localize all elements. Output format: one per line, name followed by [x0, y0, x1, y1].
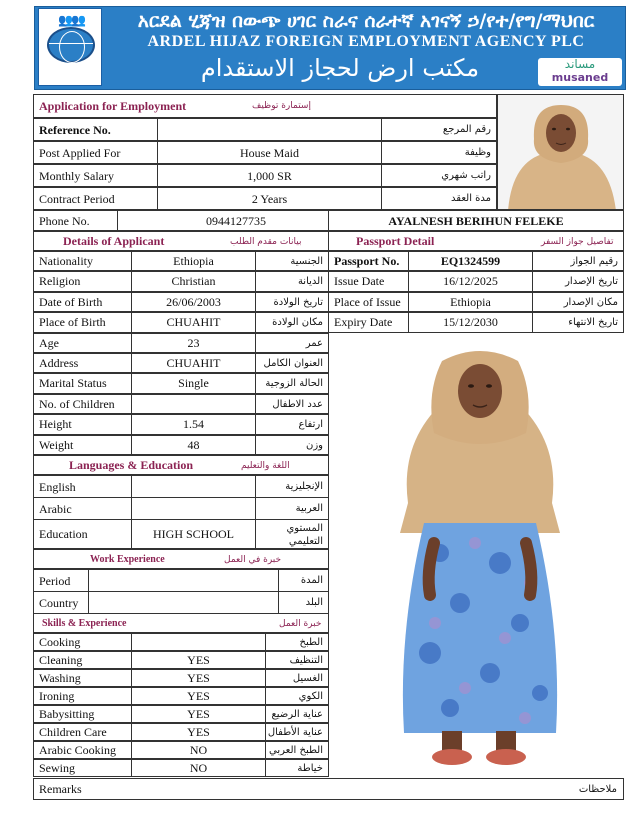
details-row-label-ar-2: تاريخ الولادة [255, 292, 329, 312]
skills-row-value-2: YES [131, 669, 266, 687]
skills-row-label-3: Ironing [33, 687, 132, 705]
header-amharic-title: አርደል ሂጃዝ በውጭ ሀገር ስራና ሰራተኛ አገናኝ ኃ/የተ/የግ/ማህበር [137, 10, 595, 32]
details-row-label-5: Address [33, 353, 132, 373]
skills-row-value-4: YES [131, 705, 266, 723]
remarks-label-ar: ملاحظات [578, 784, 617, 795]
skills-row-label-ar-2: الغسيل [265, 669, 329, 687]
header-arabic-title: مكتب ارض لحجاز الاستقدام [200, 54, 480, 82]
details-row-value-1: Christian [131, 271, 256, 291]
skills-row-label-1: Cleaning [33, 651, 132, 669]
skills-row-value-1: YES [131, 651, 266, 669]
details-row-label-ar-4: عمر [255, 333, 329, 353]
application-title: Application for Employment [39, 99, 187, 113]
skills-row-label-5: Children Care [33, 723, 132, 741]
country-value [88, 591, 279, 614]
passport-title-bar [328, 231, 624, 251]
globe-icon [47, 27, 95, 63]
details-row-value-6: Single [131, 373, 256, 393]
details-row-value-8: 1.54 [131, 414, 256, 434]
details-row-value-4: 23 [131, 333, 256, 353]
salary-value: 1,000 SR [157, 164, 382, 187]
post-label: Post Applied For [33, 141, 158, 164]
skills-row-label-0: Cooking [33, 633, 132, 651]
skills-row-value-7: NO [131, 759, 266, 777]
skills-title-bar [33, 613, 329, 633]
skills-row-label-7: Sewing [33, 759, 132, 777]
passport-row-label-1: Issue Date [328, 271, 409, 291]
skills-row-label-ar-1: التنظيف [265, 651, 329, 669]
skills-row-label-2: Washing [33, 669, 132, 687]
details-row-label-1: Religion [33, 271, 132, 291]
reference-label: Reference No. [33, 118, 158, 141]
skills-row-label-ar-0: الطبخ [265, 633, 329, 651]
languages-title-bar [33, 455, 329, 475]
passport-title: Passport Detail [356, 234, 435, 248]
passport-row-value-0: EQ1324599 [408, 251, 533, 271]
skills-row-label-ar-4: عناية الرضيع [265, 705, 329, 723]
phone-value: 0944127735 [117, 210, 329, 231]
skills-row-value-5: YES [131, 723, 266, 741]
musaned-logo: مساند musaned [538, 58, 622, 86]
applicant-name: AYALNESH BERIHUN FELEKE [328, 210, 624, 231]
passport-row-label-0: Passport No. [328, 251, 409, 271]
passport-row-label-ar-0: رقيم الجواز [532, 251, 624, 271]
passport-row-label-3: Expiry Date [328, 312, 409, 332]
details-row-label-3: Place of Birth [33, 312, 132, 332]
skills-row-value-6: NO [131, 741, 266, 759]
languages-title-ar: اللغة والتعليم [241, 461, 290, 471]
passport-row-label-2: Place of Issue [328, 292, 409, 312]
english-label-ar: الإنجليزية [255, 475, 329, 498]
reference-value [157, 118, 382, 141]
salary-label-ar: راتب شهري [381, 164, 497, 187]
details-row-label-0: Nationality [33, 251, 132, 271]
contract-value: 2 Years [157, 187, 382, 210]
application-title-ar: إستمارة توظيف [252, 101, 311, 111]
details-row-label-6: Marital Status [33, 373, 132, 393]
details-title-ar: بيانات مقدم الطلب [230, 237, 302, 247]
skills-row-label-ar-3: الكوي [265, 687, 329, 705]
details-row-value-0: Ethiopia [131, 251, 256, 271]
agency-logo [38, 8, 102, 86]
education-label: Education [33, 519, 132, 549]
details-row-label-ar-3: مكان الولادة [255, 312, 329, 332]
details-row-label-ar-1: الديانة [255, 271, 329, 291]
work-title-bar [33, 549, 329, 569]
details-row-label-4: Age [33, 333, 132, 353]
passport-row-label-ar-1: تاريخ الإصدار [532, 271, 624, 291]
period-label: Period [33, 569, 89, 592]
post-label-ar: وظيفة [381, 141, 497, 164]
skills-title: Skills & Experience [42, 618, 127, 629]
skills-row-label-4: Babysitting [33, 705, 132, 723]
applicant-full-body-photo [330, 333, 624, 793]
applicant-headshot-photo [497, 94, 624, 210]
skills-title-ar: خبرة العمل [279, 619, 322, 629]
period-value [88, 569, 279, 592]
passport-row-label-ar-2: مكان الإصدار [532, 292, 624, 312]
passport-row-value-1: 16/12/2025 [408, 271, 533, 291]
details-row-value-9: 48 [131, 435, 256, 455]
application-title-bar [33, 94, 497, 118]
education-label-ar: المستوي التعليمي [255, 519, 329, 549]
header-english-title: ARDEL HIJAZ FOREIGN EMPLOYMENT AGENCY PLC [147, 33, 585, 50]
languages-title: Languages & Education [69, 458, 194, 472]
contract-label: Contract Period [33, 187, 158, 210]
passport-row-label-ar-3: تاريخ الانتهاء [532, 312, 624, 332]
arabic-label: Arabic [33, 497, 132, 520]
details-row-label-ar-8: ارتفاع [255, 414, 329, 434]
people-icon: 👥👥 [58, 13, 84, 27]
education-value: HIGH SCHOOL [131, 519, 256, 549]
passport-title-ar: تفاصيل جواز السفر [541, 237, 614, 247]
details-row-label-9: Weight [33, 435, 132, 455]
details-row-label-8: Height [33, 414, 132, 434]
work-title: Work Experience [90, 554, 165, 565]
arabic-label-ar: العربية [255, 497, 329, 520]
skills-row-label-ar-7: خياطة [265, 759, 329, 777]
details-title-bar [33, 231, 329, 251]
english-label: English [33, 475, 132, 498]
skills-row-label-ar-6: الطبخ العربي [265, 741, 329, 759]
english-value [131, 475, 256, 498]
country-label: Country [33, 591, 89, 614]
details-row-label-2: Date of Birth [33, 292, 132, 312]
reference-label-ar: رقم المرجع [381, 118, 497, 141]
details-row-label-ar-7: عدد الاطفال [255, 394, 329, 414]
post-value: House Maid [157, 141, 382, 164]
details-row-label-ar-6: الحالة الزوجية [255, 373, 329, 393]
details-row-label-ar-9: وزن [255, 435, 329, 455]
phone-label: Phone No. [33, 210, 118, 231]
details-row-value-7 [131, 394, 256, 414]
arabic-value [131, 497, 256, 520]
skills-row-value-0 [131, 633, 266, 651]
skills-row-label-ar-5: عناية الأطفال [265, 723, 329, 741]
passport-row-value-2: Ethiopia [408, 292, 533, 312]
details-title: Details of Applicant [63, 234, 165, 248]
skills-row-label-6: Arabic Cooking [33, 741, 132, 759]
details-row-value-2: 26/06/2003 [131, 292, 256, 312]
remarks-label: Remarks [39, 782, 82, 796]
remarks-row [33, 778, 624, 800]
details-row-value-5: CHUAHIT [131, 353, 256, 373]
skills-row-value-3: YES [131, 687, 266, 705]
passport-row-value-3: 15/12/2030 [408, 312, 533, 332]
details-row-label-ar-5: العنوان الكامل [255, 353, 329, 373]
work-title-ar: خبرة في العمل [224, 555, 282, 565]
contract-label-ar: مدة العقد [381, 187, 497, 210]
period-label-ar: المدة [278, 569, 329, 592]
details-row-value-3: CHUAHIT [131, 312, 256, 332]
salary-label: Monthly Salary [33, 164, 158, 187]
details-row-label-7: No. of Children [33, 394, 132, 414]
details-row-label-ar-0: الجنسية [255, 251, 329, 271]
country-label-ar: البلد [278, 591, 329, 614]
